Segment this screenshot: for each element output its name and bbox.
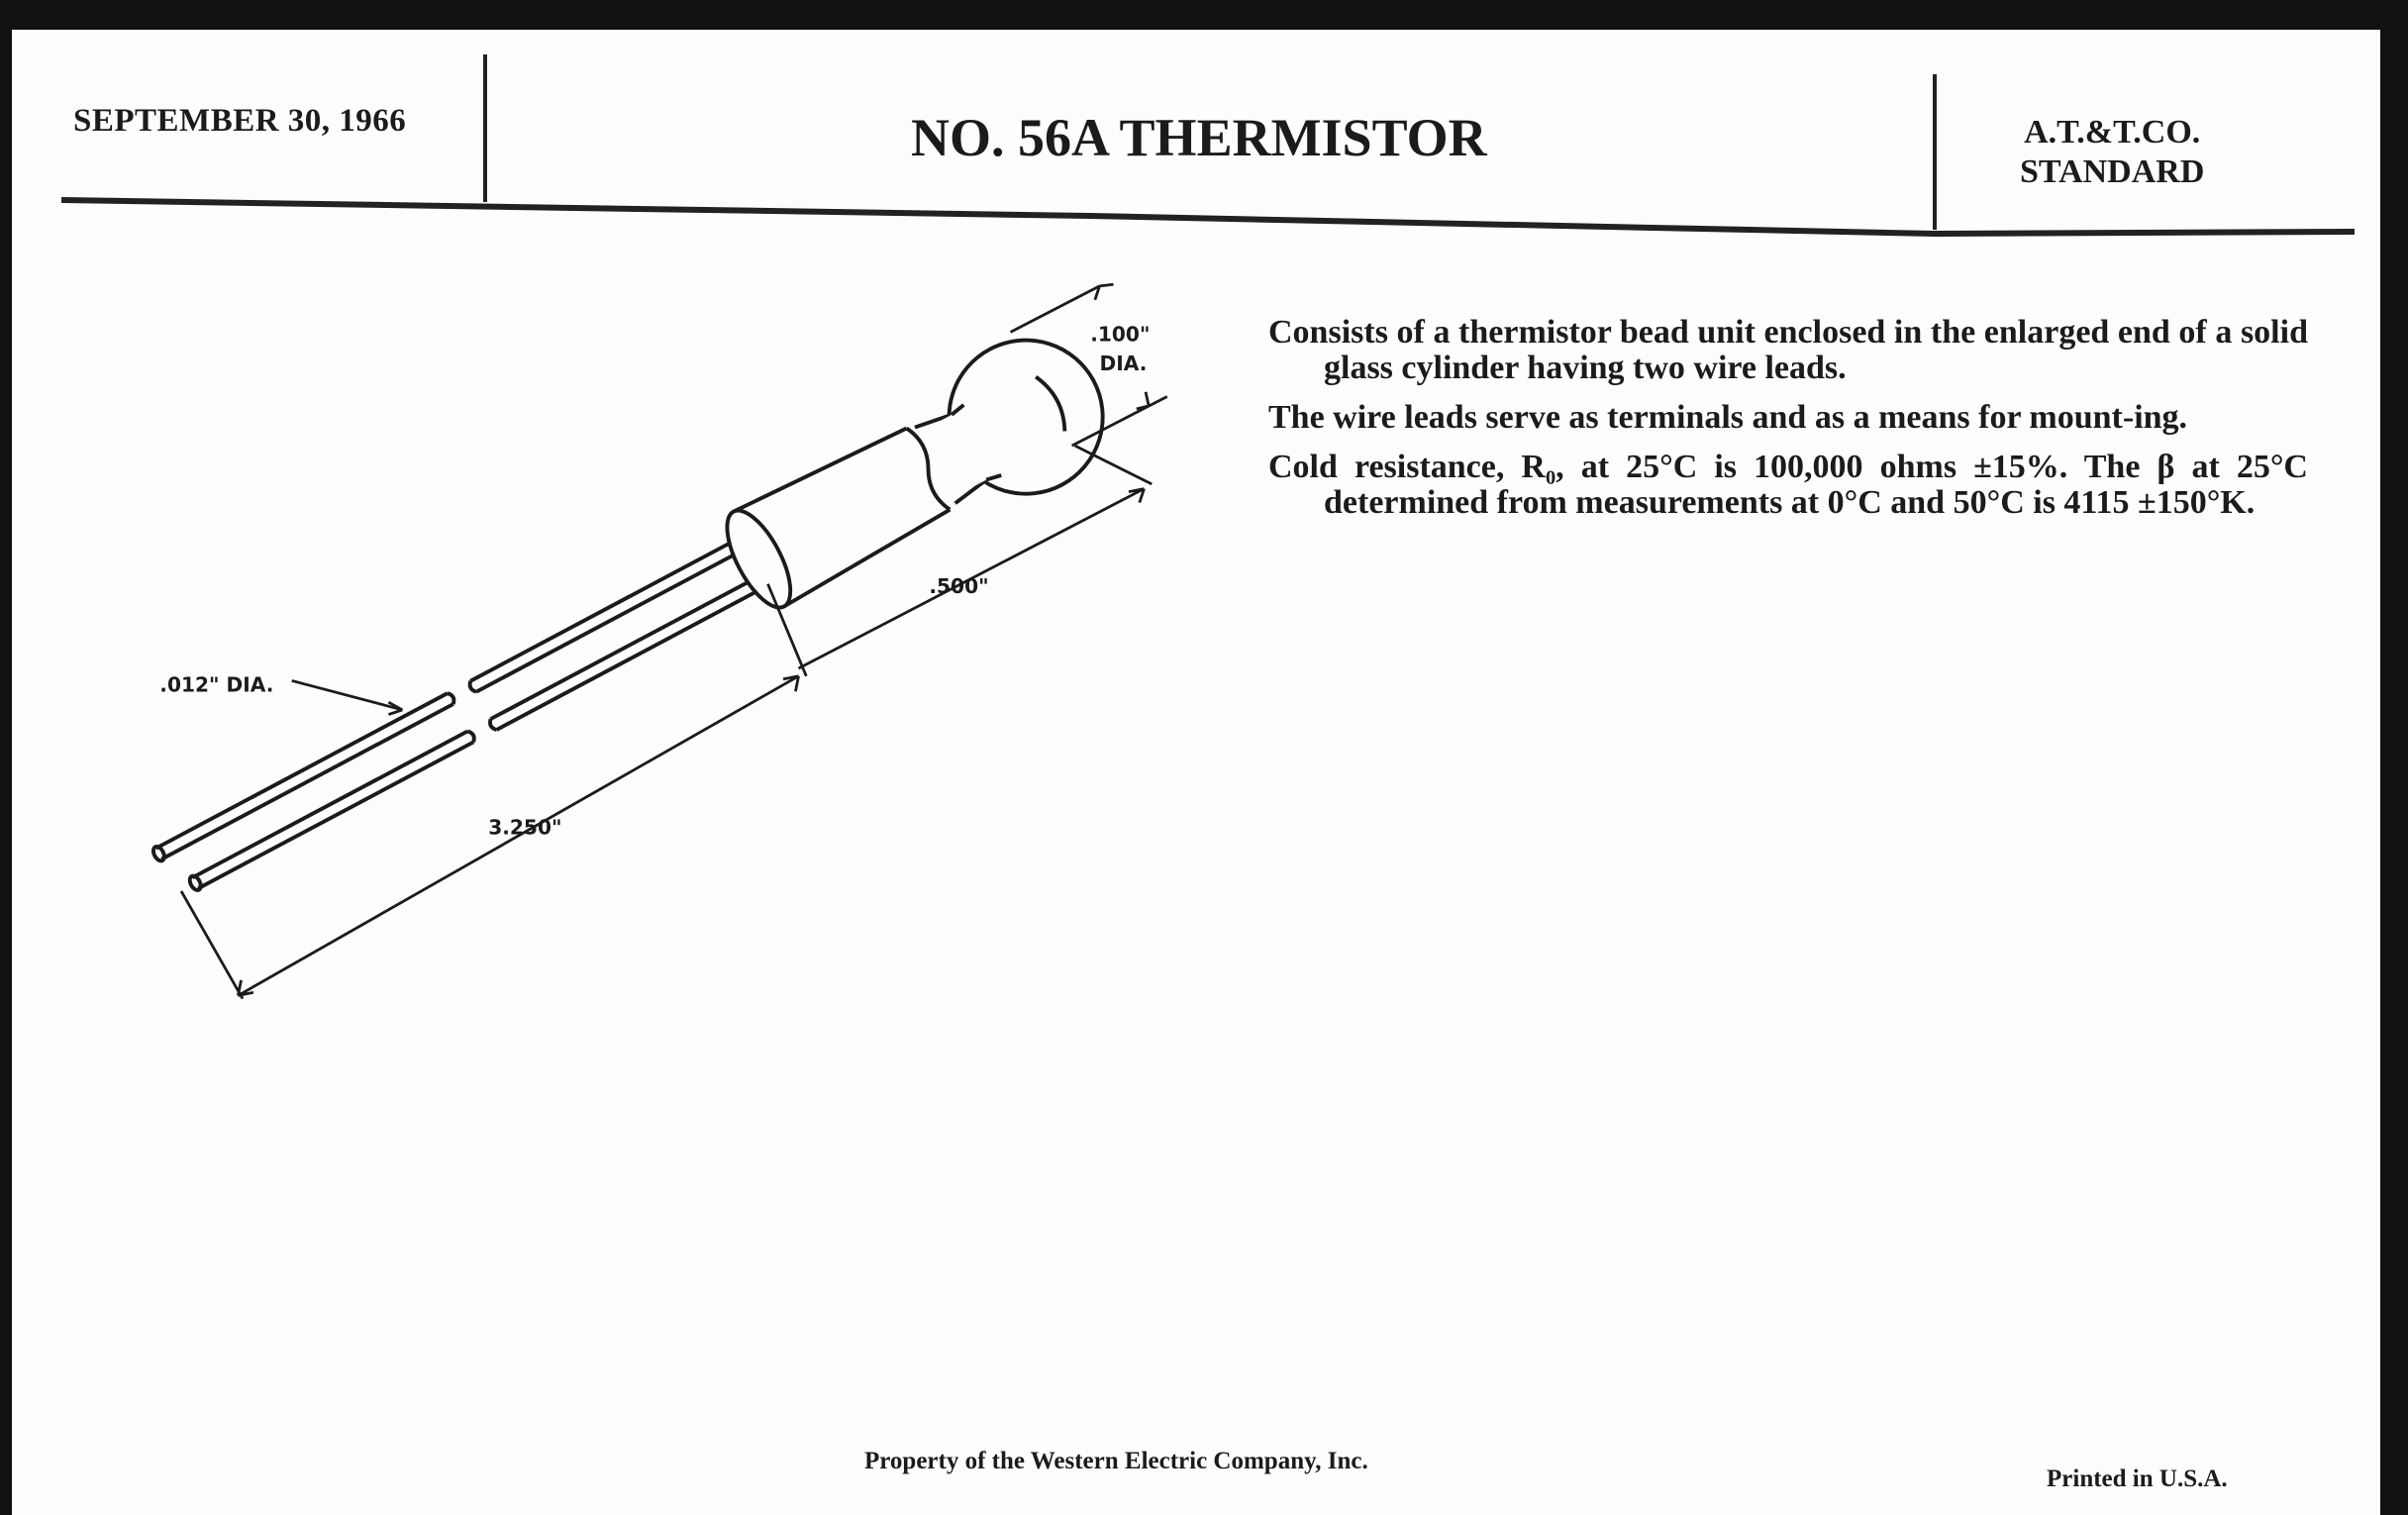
glass-length-label: .500"	[929, 574, 989, 599]
standard-line-2: STANDARD	[2020, 153, 2205, 190]
bulb-dia-label-2: DIA.	[1099, 352, 1148, 376]
glass-cylinder	[704, 313, 1130, 637]
document-title: NO. 56A THERMISTOR	[911, 108, 1487, 167]
description-paragraph: Cold resistance, R₀, at 25°C is 100,000 ohms ±15%. The β at 25°C determined from measurements at 0°C and 50°C is 4115 ±150°K.	[1268, 449, 2308, 521]
description-paragraph: The wire leads serve as terminals and as a means for mount-ing.	[1268, 399, 2188, 436]
description-paragraph: Consists of a thermistor bead unit enclosed in the enlarged end of a solid glass cylinder having two wire leads.	[1268, 314, 2308, 386]
footer-printed: Printed in U.S.A.	[2047, 1465, 2228, 1492]
bulb-dia-label: .100"	[1090, 322, 1151, 347]
wire-dia-label: .012" DIA.	[159, 672, 274, 697]
footer-property: Property of the Western Electric Company, Inc.	[864, 1448, 1368, 1474]
wire-lead-upper	[151, 541, 739, 862]
overall-length-label: 3.250"	[488, 815, 562, 840]
standard-line-1: A.T.&T.CO.	[2024, 114, 2201, 151]
wire-lead-lower	[187, 564, 785, 892]
document-date: SEPTEMBER 30, 1966	[73, 103, 407, 139]
